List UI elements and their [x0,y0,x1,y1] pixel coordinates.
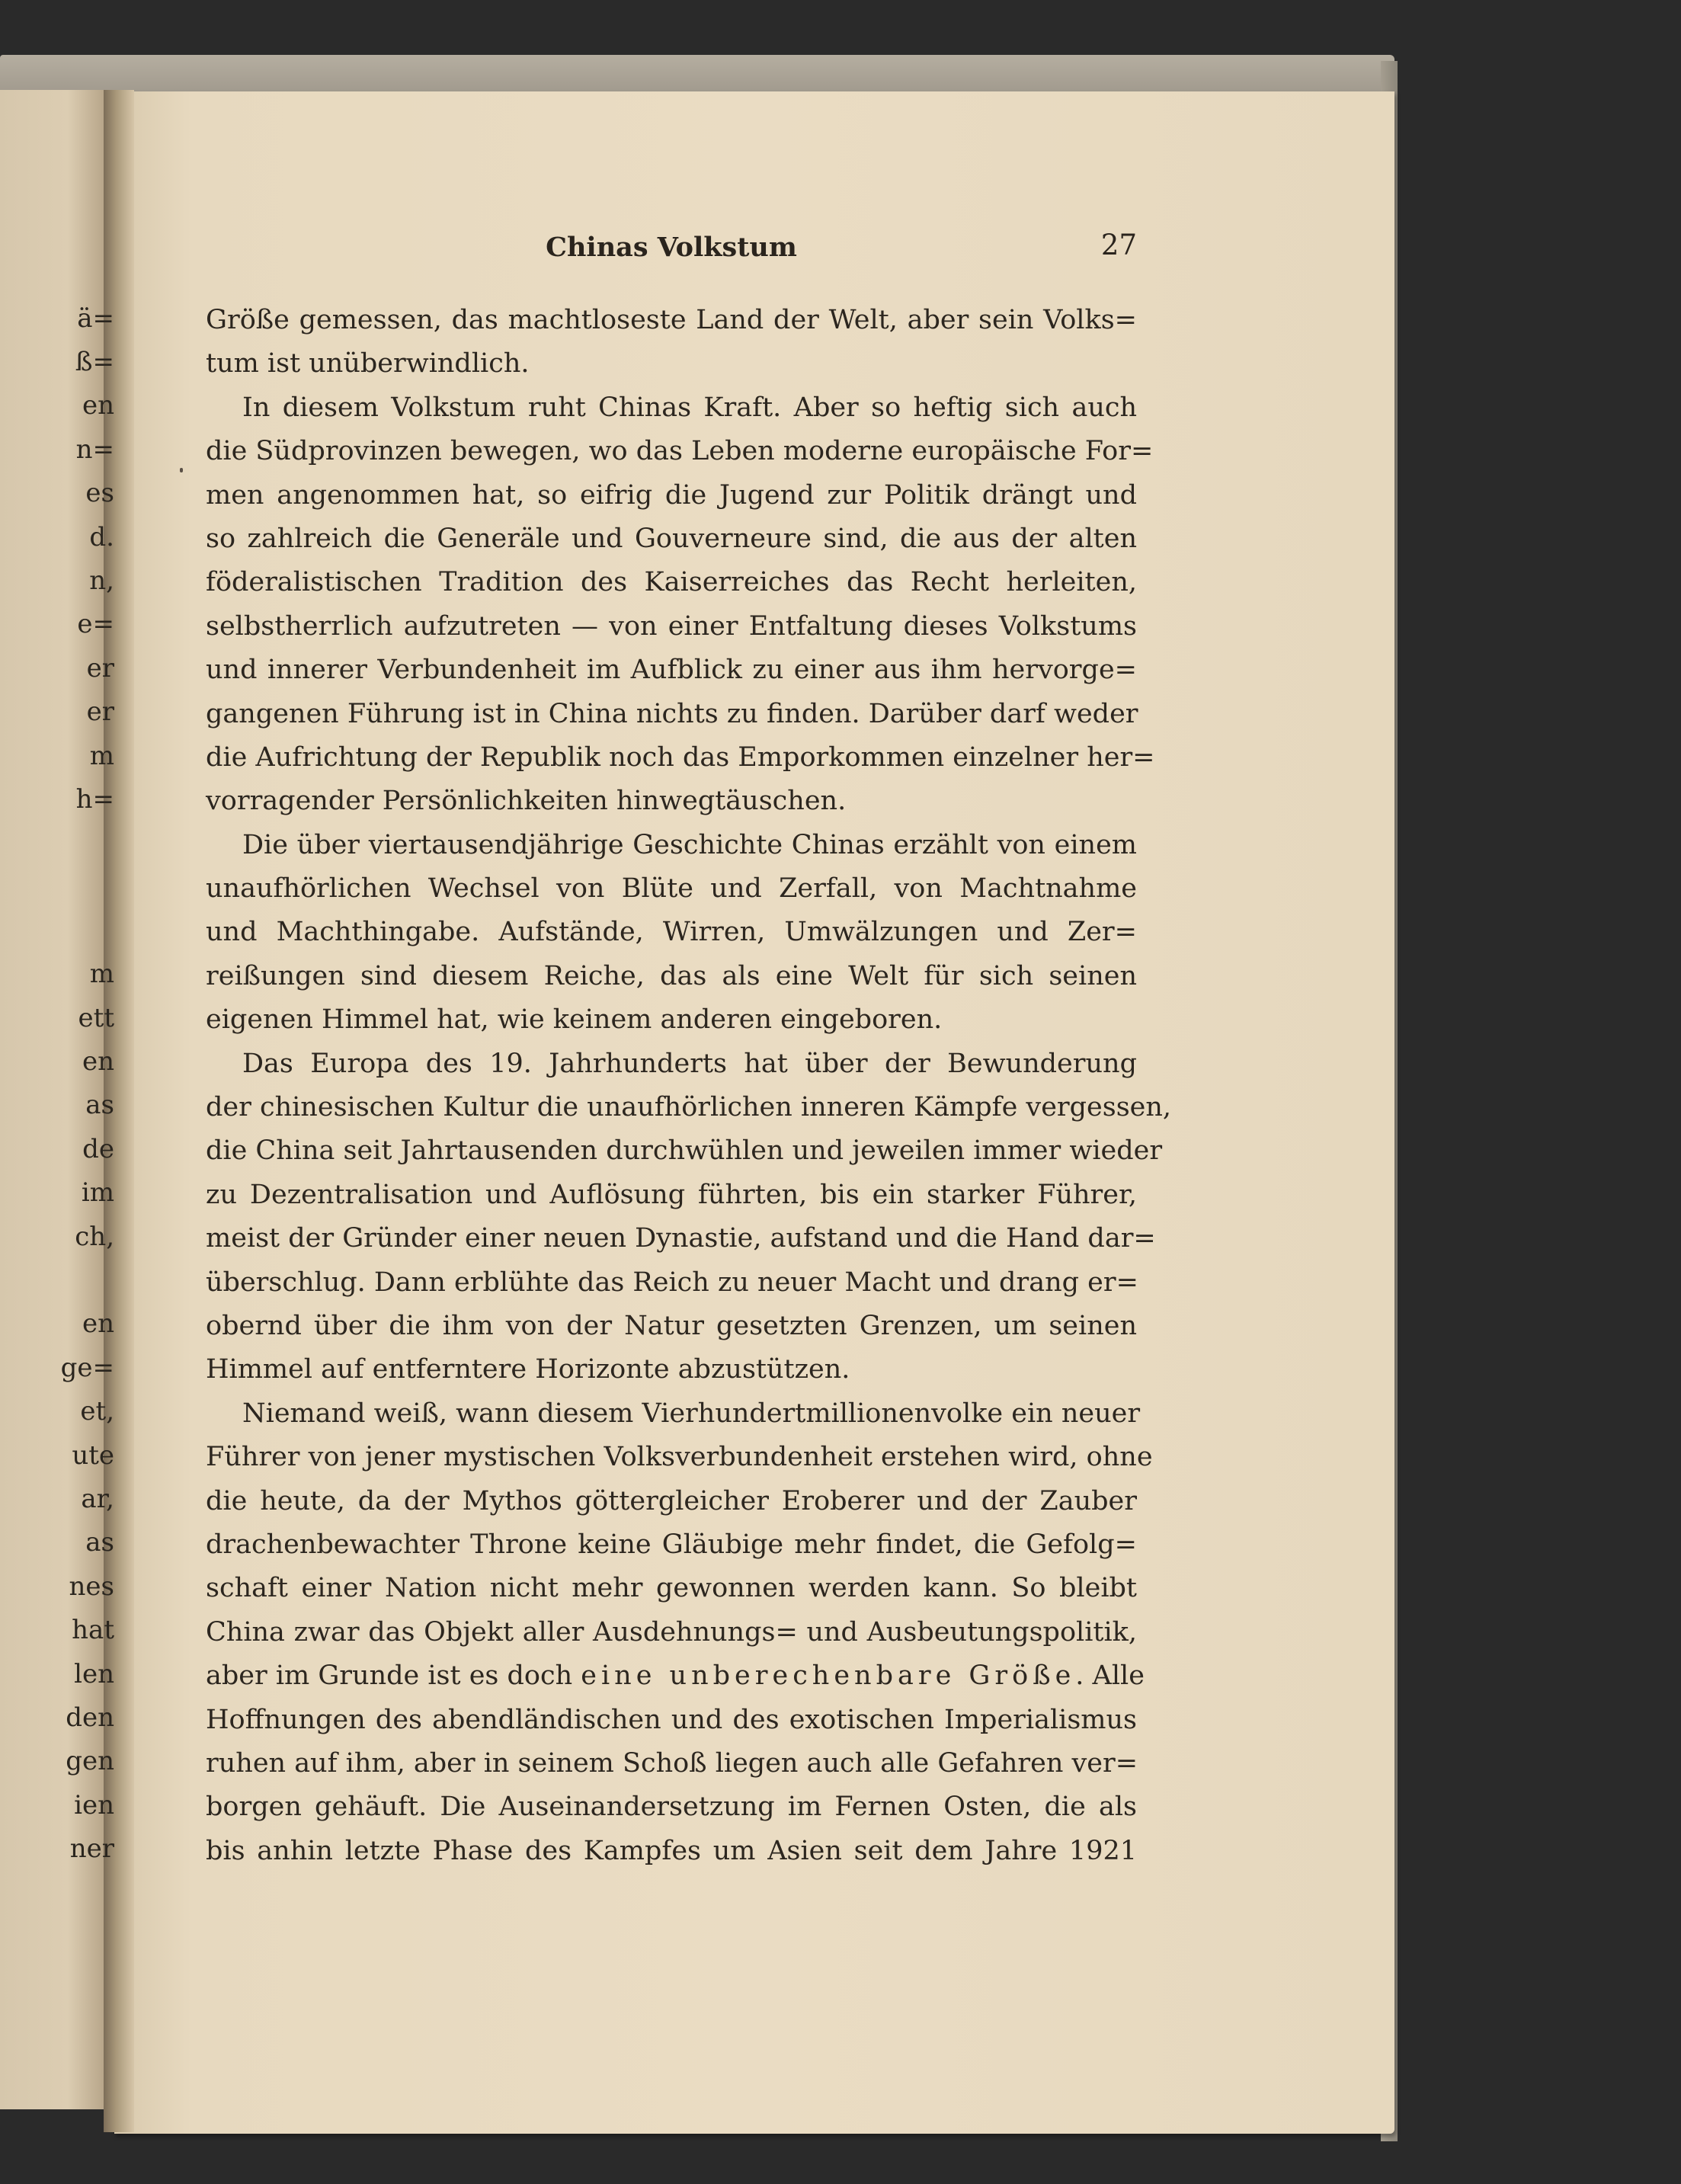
left-page-fragment: ien [74,1790,114,1821]
text-line: föderalistischen Tradition des Kaiserreiches das Recht herleiten, [206,567,1137,598]
left-page-text-fragments [0,0,114,2184]
left-page-fragment: ute [72,1440,114,1471]
text-line: men angenommen hat, so eifrig die Jugend zur Politik drängt und [206,479,1137,511]
left-page-fragment: m [89,741,114,771]
left-page-fragment: et, [80,1396,114,1427]
text-line: Führer von jener mystischen Volksverbundenheit erstehen wird, ohne [206,1442,1153,1473]
text-line: selbstherrlich aufzutreten — von einer Entfaltung dieses Volkstums [206,610,1137,642]
left-page-fragment: n= [75,434,114,465]
left-page-fragment: den [66,1702,114,1733]
text-line: schaft einer Nation nicht mehr gewonnen werden kann. So bleibt [206,1573,1137,1604]
text-line: die Südprovinzen bewegen, wo das Leben moderne europäische For= [206,436,1154,467]
text-line: überschlug. Dann erblühte das Reich zu neuer Macht und drang er= [206,1267,1138,1298]
left-page-fragment: er [86,697,114,727]
text-line: zu Dezentralisation und Auflösung führten, bis ein starker Führer, [206,1179,1137,1210]
left-page-fragment: hat [72,1615,114,1645]
ink-speck [180,468,183,472]
left-page-fragment: en [82,1046,114,1077]
left-page-fragment: de [82,1134,114,1164]
left-page-fragment: h= [75,784,114,815]
text-run: . Alle [1075,1660,1145,1692]
left-page-fragment: en [82,390,114,421]
left-page-fragment: ch, [75,1222,114,1252]
text-line: so zahlreich die Generäle und Gouverneure sind, die aus der alten [206,523,1137,554]
running-header [206,229,1137,267]
left-page-fragment: es [85,478,114,508]
page-number: 27 [1100,229,1137,261]
left-page-fragment: im [81,1177,114,1208]
text-line [206,1654,1145,1698]
text-line: gangenen Führung ist in China nichts zu finden. Darüber darf weder [206,698,1138,729]
text-line: vorragender Persönlichkeiten hinwegtäuschen. [206,786,847,817]
text-line: die China seit Jahrtausenden durchwühlen und jeweilen immer wieder [206,1135,1163,1167]
text-line: China zwar das Objekt aller Ausdehnungs= und Ausbeutungspolitik, [206,1616,1137,1648]
text-line: tum ist unüberwindlich. [206,348,530,379]
text-line: Niemand weiß, wann diesem Vierhundertmillionenvolke ein neuer [242,1398,1141,1429]
text-line: die heute, da der Mythos göttergleicher Eroberer und der Zauber [206,1485,1137,1516]
text-line: drachenbewachter Throne keine Gläubige mehr findet, die Gefolg= [206,1529,1137,1560]
left-page-fragment: m [89,959,114,989]
left-page-fragment: en [82,1308,114,1339]
text-line: obernd über die ihm von der Natur gesetzten Grenzen, um seinen [206,1310,1137,1341]
left-page-fragment: ar, [81,1484,114,1514]
left-page-fragment: gen [66,1746,114,1776]
left-page-fragment: e= [77,609,114,639]
text-line: unaufhörlichen Wechsel von Blüte und Zerfall, von Machtnahme [206,873,1137,905]
text-line: ruhen auf ihm, aber in seinem Schoß liegen auch alle Gefahren ver= [206,1747,1138,1779]
text-run: aber im Grunde ist es doch [206,1660,581,1692]
text-line: Hoffnungen des abendländischen und des exotischen Imperialismus [206,1704,1137,1735]
text-line: Größe gemessen, das machtloseste Land der Welt, aber sein Volks= [206,305,1137,335]
text-line: meist der Gründer einer neuen Dynastie, aufstand und die Hand dar= [206,1223,1156,1254]
text-line: borgen gehäuft. Die Auseinandersetzung im Fernen Osten, die als [206,1792,1137,1823]
text-line: eigenen Himmel hat, wie keinem anderen eingeboren. [206,1004,943,1036]
text-line: reißungen sind diesem Reiche, das als eine Welt für sich seinen [206,960,1137,991]
running-title: Chinas Volkstum [546,232,797,263]
left-page-fragment: nes [69,1571,114,1602]
body-text [206,299,1172,1873]
text-line: und innerer Verbundenheit im Aufblick zu einer aus ihm hervorge= [206,655,1137,686]
text-line: und Machthingabe. Aufstände, Wirren, Umwälzungen und Zer= [206,917,1137,948]
left-page-fragment: len [74,1659,114,1689]
left-page-fragment: d. [89,522,114,552]
left-page-fragment: ner [69,1833,114,1864]
text-line: bis anhin letzte Phase des Kampfes um Asien seit dem Jahre 1921 [206,1835,1137,1866]
text-line: Die über viertausendjährige Geschichte Chinas erzählt von einem [242,829,1137,860]
left-page-fragment: ä= [77,303,114,334]
left-page-fragment: ge= [60,1353,114,1383]
text-line: die Aufrichtung der Republik noch das Emporkommen einzelner her= [206,741,1155,773]
text-line: der chinesischen Kultur die unaufhörlichen inneren Kämpfe vergessen, [206,1092,1172,1123]
left-page-fragment: n, [89,565,114,596]
left-page-fragment: ett [78,1003,114,1033]
emphasized-text: eine unberechenbare Größe [581,1660,1076,1692]
left-page-fragment: ß= [75,347,114,377]
left-page-fragment: er [86,653,114,684]
text-line: Himmel auf entferntere Horizonte abzustützen. [206,1354,850,1385]
text-line: Das Europa des 19. Jahrhunderts hat über der Bewunderung [242,1048,1137,1079]
text-line: In diesem Volkstum ruht Chinas Kraft. Aber so heftig sich auch [242,392,1137,423]
left-page-fragment: as [85,1527,114,1558]
left-page-fragment: as [85,1090,114,1120]
